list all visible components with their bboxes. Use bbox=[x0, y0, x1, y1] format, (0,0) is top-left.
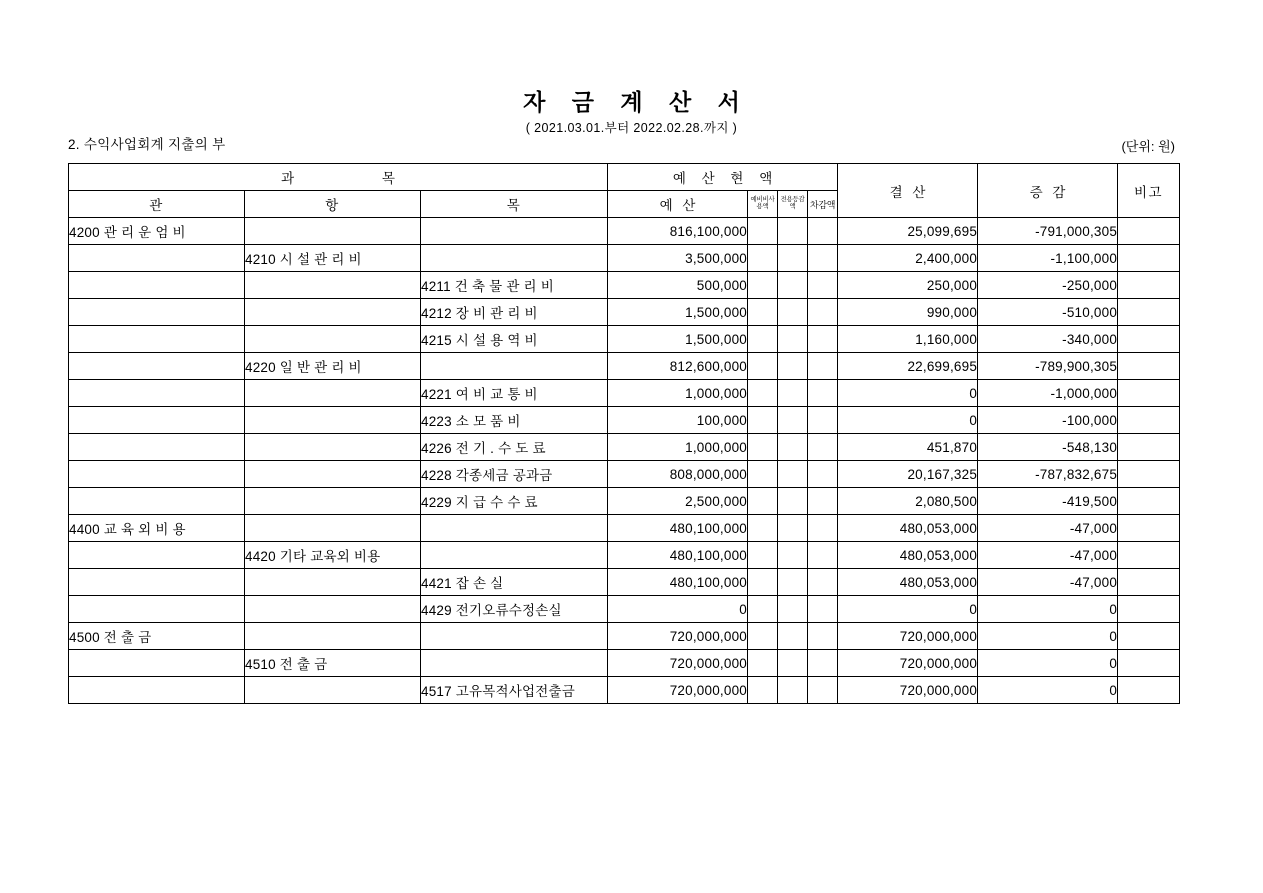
cell-mok: 4421 잡 손 실 bbox=[421, 569, 608, 596]
cell-increase-decrease: 0 bbox=[978, 650, 1118, 677]
cell-deduction bbox=[808, 488, 838, 515]
cell-transfer-amount bbox=[778, 272, 808, 299]
cell-hang: 4220 일 반 관 리 비 bbox=[245, 353, 421, 380]
cell-settlement: 720,000,000 bbox=[838, 650, 978, 677]
cell-mok: 4212 장 비 관 리 비 bbox=[421, 299, 608, 326]
cell-settlement: 720,000,000 bbox=[838, 677, 978, 704]
cell-gwan: 4400 교 육 외 비 용 bbox=[69, 515, 245, 542]
cell-settlement: 20,167,325 bbox=[838, 461, 978, 488]
cell-deduction bbox=[808, 542, 838, 569]
header-subject-group: 과 목 bbox=[69, 164, 608, 191]
cell-remarks bbox=[1118, 461, 1180, 488]
cell-reserve-used bbox=[748, 407, 778, 434]
cell-settlement: 2,080,500 bbox=[838, 488, 978, 515]
cell-increase-decrease: -787,832,675 bbox=[978, 461, 1118, 488]
cell-increase-decrease: 0 bbox=[978, 623, 1118, 650]
cell-remarks bbox=[1118, 596, 1180, 623]
cell-deduction bbox=[808, 407, 838, 434]
header-mok: 목 bbox=[421, 191, 608, 218]
cell-increase-decrease: -47,000 bbox=[978, 542, 1118, 569]
cell-increase-decrease: -791,000,305 bbox=[978, 218, 1118, 245]
cell-reserve-used bbox=[748, 650, 778, 677]
table-row bbox=[69, 542, 1180, 569]
cell-remarks bbox=[1118, 623, 1180, 650]
cell-remarks bbox=[1118, 488, 1180, 515]
cell-settlement: 480,053,000 bbox=[838, 542, 978, 569]
cell-transfer-amount bbox=[778, 326, 808, 353]
cell-transfer-amount bbox=[778, 542, 808, 569]
cell-hang bbox=[245, 461, 421, 488]
cell-deduction bbox=[808, 515, 838, 542]
cell-gwan bbox=[69, 488, 245, 515]
cell-reserve-used bbox=[748, 461, 778, 488]
cell-yesan: 3,500,000 bbox=[608, 245, 748, 272]
cell-settlement: 2,400,000 bbox=[838, 245, 978, 272]
table-row bbox=[69, 380, 1180, 407]
page-title: 자 금 계 산 서 bbox=[523, 89, 750, 115]
cell-settlement: 0 bbox=[838, 596, 978, 623]
header-deduction: 차감액 bbox=[808, 191, 838, 218]
cell-yesan: 2,500,000 bbox=[608, 488, 748, 515]
cell-increase-decrease: 0 bbox=[978, 596, 1118, 623]
cell-hang: 4510 전 출 금 bbox=[245, 650, 421, 677]
cell-reserve-used bbox=[748, 596, 778, 623]
cell-deduction bbox=[808, 326, 838, 353]
cell-gwan bbox=[69, 326, 245, 353]
cell-transfer-amount bbox=[778, 515, 808, 542]
cell-yesan: 1,500,000 bbox=[608, 326, 748, 353]
cell-yesan: 500,000 bbox=[608, 272, 748, 299]
cell-hang: 4210 시 설 관 리 비 bbox=[245, 245, 421, 272]
cell-hang bbox=[245, 299, 421, 326]
cell-reserve-used bbox=[748, 380, 778, 407]
cell-remarks bbox=[1118, 650, 1180, 677]
cell-settlement: 0 bbox=[838, 407, 978, 434]
cell-reserve-used bbox=[748, 353, 778, 380]
cell-transfer-amount bbox=[778, 569, 808, 596]
table-body bbox=[69, 218, 1180, 704]
cell-settlement: 22,699,695 bbox=[838, 353, 978, 380]
cell-yesan: 0 bbox=[608, 596, 748, 623]
cell-gwan bbox=[69, 380, 245, 407]
cell-hang bbox=[245, 272, 421, 299]
cell-hang bbox=[245, 515, 421, 542]
cell-gwan bbox=[69, 677, 245, 704]
cell-gwan bbox=[69, 461, 245, 488]
cell-increase-decrease: -1,000,000 bbox=[978, 380, 1118, 407]
cell-hang bbox=[245, 569, 421, 596]
cell-settlement: 1,160,000 bbox=[838, 326, 978, 353]
cell-mok: 4517 고유목적사업전출금 bbox=[421, 677, 608, 704]
cell-increase-decrease: -340,000 bbox=[978, 326, 1118, 353]
cell-reserve-used bbox=[748, 326, 778, 353]
cell-yesan: 720,000,000 bbox=[608, 623, 748, 650]
cell-remarks bbox=[1118, 299, 1180, 326]
cell-gwan bbox=[69, 569, 245, 596]
cell-mok: 4429 전기오류수정손실 bbox=[421, 596, 608, 623]
cell-settlement: 451,870 bbox=[838, 434, 978, 461]
cell-remarks bbox=[1118, 515, 1180, 542]
cell-yesan: 480,100,000 bbox=[608, 542, 748, 569]
cell-deduction bbox=[808, 299, 838, 326]
table-row bbox=[69, 623, 1180, 650]
cell-gwan: 4200 관 리 운 엄 비 bbox=[69, 218, 245, 245]
cell-transfer-amount bbox=[778, 677, 808, 704]
cell-mok bbox=[421, 515, 608, 542]
cell-gwan bbox=[69, 542, 245, 569]
cell-remarks bbox=[1118, 569, 1180, 596]
cell-remarks bbox=[1118, 353, 1180, 380]
cell-mok bbox=[421, 245, 608, 272]
table-row bbox=[69, 326, 1180, 353]
cell-mok: 4228 각종세금 공과금 bbox=[421, 461, 608, 488]
cell-transfer-amount bbox=[778, 434, 808, 461]
cell-deduction bbox=[808, 245, 838, 272]
cell-gwan bbox=[69, 272, 245, 299]
cell-hang bbox=[245, 326, 421, 353]
cell-increase-decrease: -548,130 bbox=[978, 434, 1118, 461]
cell-deduction bbox=[808, 650, 838, 677]
cell-reserve-used bbox=[748, 272, 778, 299]
header-hang: 항 bbox=[245, 191, 421, 218]
header-increase-decrease: 증 감 bbox=[978, 164, 1118, 218]
cell-increase-decrease: -1,100,000 bbox=[978, 245, 1118, 272]
cell-deduction bbox=[808, 569, 838, 596]
cell-gwan: 4500 전 출 금 bbox=[69, 623, 245, 650]
cell-hang: 4420 기타 교육외 비용 bbox=[245, 542, 421, 569]
unit-label: (단위: 원) bbox=[1121, 139, 1175, 154]
header-budget-current-group: 예 산 현 액 bbox=[608, 164, 838, 191]
cell-gwan bbox=[69, 434, 245, 461]
cell-hang bbox=[245, 407, 421, 434]
table-row bbox=[69, 461, 1180, 488]
cell-reserve-used bbox=[748, 488, 778, 515]
cell-settlement: 250,000 bbox=[838, 272, 978, 299]
cell-gwan bbox=[69, 353, 245, 380]
cell-deduction bbox=[808, 380, 838, 407]
cell-mok: 4211 건 축 물 관 리 비 bbox=[421, 272, 608, 299]
cell-mok: 4221 여 비 교 통 비 bbox=[421, 380, 608, 407]
cell-increase-decrease: -510,000 bbox=[978, 299, 1118, 326]
cell-mok bbox=[421, 650, 608, 677]
cell-deduction bbox=[808, 461, 838, 488]
cell-gwan bbox=[69, 407, 245, 434]
cell-settlement: 480,053,000 bbox=[838, 569, 978, 596]
cell-increase-decrease: -789,900,305 bbox=[978, 353, 1118, 380]
header-reserve-used: 예비비사용액 bbox=[748, 191, 778, 218]
cell-transfer-amount bbox=[778, 596, 808, 623]
table-row bbox=[69, 245, 1180, 272]
table-row bbox=[69, 272, 1180, 299]
table-row bbox=[69, 515, 1180, 542]
table-row bbox=[69, 596, 1180, 623]
header-transfer-amount: 전용등감액 bbox=[778, 191, 808, 218]
cell-remarks bbox=[1118, 326, 1180, 353]
cell-increase-decrease: 0 bbox=[978, 677, 1118, 704]
table-row bbox=[69, 434, 1180, 461]
cell-transfer-amount bbox=[778, 245, 808, 272]
table-row bbox=[69, 677, 1180, 704]
table-row bbox=[69, 650, 1180, 677]
cell-increase-decrease: -47,000 bbox=[978, 569, 1118, 596]
cell-settlement: 0 bbox=[838, 380, 978, 407]
cell-yesan: 816,100,000 bbox=[608, 218, 748, 245]
cell-gwan bbox=[69, 245, 245, 272]
cell-hang bbox=[245, 434, 421, 461]
cell-deduction bbox=[808, 434, 838, 461]
cell-remarks bbox=[1118, 218, 1180, 245]
cell-remarks bbox=[1118, 434, 1180, 461]
cell-increase-decrease: -419,500 bbox=[978, 488, 1118, 515]
cell-deduction bbox=[808, 353, 838, 380]
cell-yesan: 480,100,000 bbox=[608, 569, 748, 596]
cell-transfer-amount bbox=[778, 380, 808, 407]
cell-reserve-used bbox=[748, 434, 778, 461]
cell-transfer-amount bbox=[778, 299, 808, 326]
section-label: 2. 수익사업회계 지출의 부 bbox=[68, 137, 226, 152]
cell-reserve-used bbox=[748, 299, 778, 326]
cell-increase-decrease: -250,000 bbox=[978, 272, 1118, 299]
cell-remarks bbox=[1118, 677, 1180, 704]
cell-transfer-amount bbox=[778, 353, 808, 380]
cell-transfer-amount bbox=[778, 461, 808, 488]
cell-yesan: 100,000 bbox=[608, 407, 748, 434]
cell-gwan bbox=[69, 299, 245, 326]
cell-gwan bbox=[69, 650, 245, 677]
table-row bbox=[69, 488, 1180, 515]
cell-reserve-used bbox=[748, 542, 778, 569]
cell-reserve-used bbox=[748, 623, 778, 650]
funds-statement-table bbox=[68, 163, 1180, 704]
cell-deduction bbox=[808, 677, 838, 704]
cell-mok: 4226 전 기 . 수 도 료 bbox=[421, 434, 608, 461]
cell-hang bbox=[245, 677, 421, 704]
cell-remarks bbox=[1118, 272, 1180, 299]
cell-transfer-amount bbox=[778, 488, 808, 515]
cell-reserve-used bbox=[748, 569, 778, 596]
cell-remarks bbox=[1118, 245, 1180, 272]
table-row bbox=[69, 407, 1180, 434]
cell-yesan: 1,000,000 bbox=[608, 434, 748, 461]
cell-reserve-used bbox=[748, 515, 778, 542]
cell-increase-decrease: -47,000 bbox=[978, 515, 1118, 542]
cell-increase-decrease: -100,000 bbox=[978, 407, 1118, 434]
header-remarks: 비고 bbox=[1118, 164, 1180, 218]
cell-transfer-amount bbox=[778, 623, 808, 650]
table-row bbox=[69, 353, 1180, 380]
table-row bbox=[69, 218, 1180, 245]
cell-remarks bbox=[1118, 542, 1180, 569]
cell-mok: 4215 시 설 용 역 비 bbox=[421, 326, 608, 353]
cell-deduction bbox=[808, 596, 838, 623]
cell-hang bbox=[245, 488, 421, 515]
cell-mok bbox=[421, 218, 608, 245]
cell-mok bbox=[421, 542, 608, 569]
header-gwan: 관 bbox=[69, 191, 245, 218]
cell-remarks bbox=[1118, 407, 1180, 434]
cell-yesan: 808,000,000 bbox=[608, 461, 748, 488]
header-settlement: 결 산 bbox=[838, 164, 978, 218]
cell-deduction bbox=[808, 272, 838, 299]
cell-transfer-amount bbox=[778, 650, 808, 677]
cell-settlement: 25,099,695 bbox=[838, 218, 978, 245]
cell-mok: 4229 지 급 수 수 료 bbox=[421, 488, 608, 515]
cell-hang bbox=[245, 596, 421, 623]
cell-yesan: 480,100,000 bbox=[608, 515, 748, 542]
cell-yesan: 1,000,000 bbox=[608, 380, 748, 407]
cell-reserve-used bbox=[748, 677, 778, 704]
cell-gwan bbox=[69, 596, 245, 623]
table-row bbox=[69, 299, 1180, 326]
cell-deduction bbox=[808, 218, 838, 245]
cell-mok: 4223 소 모 품 비 bbox=[421, 407, 608, 434]
cell-yesan: 1,500,000 bbox=[608, 299, 748, 326]
cell-settlement: 990,000 bbox=[838, 299, 978, 326]
cell-hang bbox=[245, 380, 421, 407]
table-row bbox=[69, 569, 1180, 596]
cell-settlement: 480,053,000 bbox=[838, 515, 978, 542]
cell-reserve-used bbox=[748, 218, 778, 245]
header-yesan: 예 산 bbox=[608, 191, 748, 218]
cell-mok bbox=[421, 623, 608, 650]
cell-yesan: 812,600,000 bbox=[608, 353, 748, 380]
table-header-row-1 bbox=[69, 164, 1180, 191]
cell-remarks bbox=[1118, 380, 1180, 407]
cell-transfer-amount bbox=[778, 218, 808, 245]
cell-yesan: 720,000,000 bbox=[608, 650, 748, 677]
cell-transfer-amount bbox=[778, 407, 808, 434]
cell-mok bbox=[421, 353, 608, 380]
cell-hang bbox=[245, 623, 421, 650]
cell-reserve-used bbox=[748, 245, 778, 272]
report-period: ( 2021.03.01.부터 2022.02.28.까지 ) bbox=[525, 121, 738, 135]
cell-deduction bbox=[808, 623, 838, 650]
cell-hang bbox=[245, 218, 421, 245]
cell-yesan: 720,000,000 bbox=[608, 677, 748, 704]
cell-settlement: 720,000,000 bbox=[838, 623, 978, 650]
